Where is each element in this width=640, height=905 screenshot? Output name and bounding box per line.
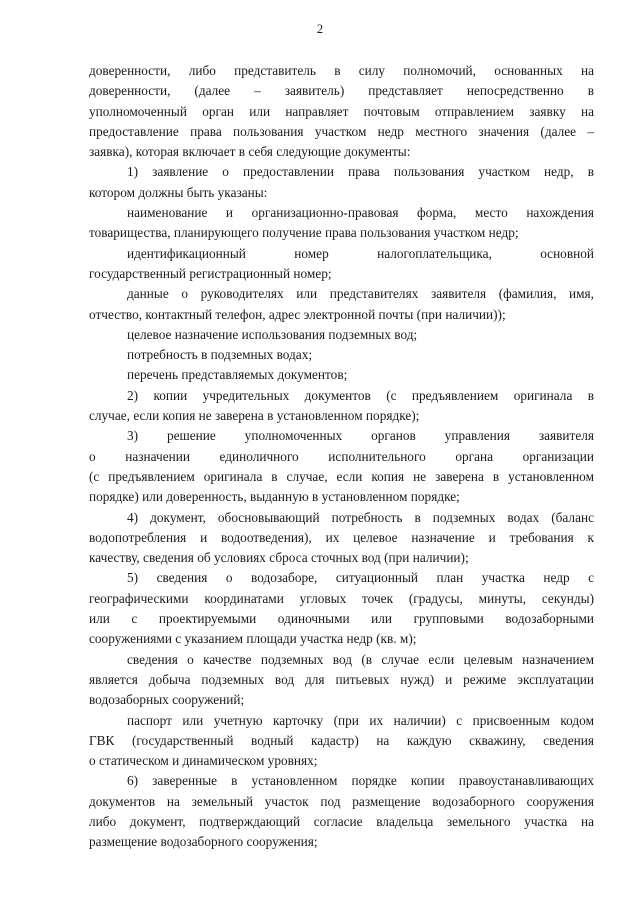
text-line: 4) документ, обосновывающий потребность в подземных водах (баланс	[127, 509, 594, 525]
text-line: о назначении единоличного исполнительного органа организации	[89, 448, 594, 464]
paragraph	[89, 711, 594, 772]
text-line: государственный регистрационный номер;	[89, 265, 332, 281]
paragraph	[89, 61, 594, 162]
text-line: географическими координатами угловых точек (градусы, минуты, секунды)	[89, 590, 594, 606]
text-line: (с предъявлением оригинала в случае, если копия не заверена в установленном	[89, 468, 594, 484]
text-line: уполномоченный орган или направляет почтовым отправлением заявку на	[89, 103, 594, 119]
paragraph	[89, 568, 594, 649]
paragraph	[89, 508, 594, 569]
paragraph	[89, 325, 594, 345]
text-line: заявка), которая включает в себя следующие документы:	[89, 144, 411, 160]
text-line: товарищества, планирующего получение права пользования участком недр;	[89, 225, 519, 241]
text-line: наименование и организационно-правовая форма, место нахождения	[127, 205, 594, 221]
text-line: либо документ, подтверждающий согласие владельца земельного участка на	[89, 813, 594, 829]
text-line: 2) копии учредительных документов (с предъявлением оригинала в	[127, 387, 594, 403]
text-line: 5) сведения о водозаборе, ситуационный план участка недр с	[127, 570, 594, 586]
text-line: предоставление права пользования участком недр местного значения (далее –	[89, 123, 594, 139]
text-line: доверенности, (далее – заявитель) представляет непосредственно в	[89, 83, 594, 99]
paragraph	[89, 365, 594, 385]
text-line: о статическом и динамическом уровнях;	[89, 753, 318, 769]
document-body	[89, 61, 594, 853]
paragraph	[89, 771, 594, 852]
text-line: отчество, контактный телефон, адрес электронной почты (при наличии));	[89, 306, 506, 322]
text-line: водопотребления и водоотведения), их целевое назначение и требования к	[89, 529, 594, 545]
page-number: 2	[316, 22, 324, 36]
text-line: 1) заявление о предоставлении права пользования участком недр, в	[127, 164, 594, 180]
text-line: водозаборных сооружений;	[89, 692, 245, 708]
text-line: размещение водозаборного сооружения;	[89, 834, 318, 850]
text-line: сооружениями с указанием площади участка недр (кв. м);	[89, 631, 417, 647]
text-line: целевое назначение использования подземных вод;	[127, 326, 418, 342]
paragraph	[89, 650, 594, 711]
paragraph	[89, 345, 594, 365]
text-line: котором должны быть указаны:	[89, 184, 268, 200]
text-line: случае, если копия не заверена в установленном порядке);	[89, 408, 420, 424]
text-line: является добыча подземных вод для питьевых нужд) и режиме эксплуатации	[89, 671, 594, 687]
paragraph	[89, 203, 594, 244]
paragraph	[89, 426, 594, 507]
text-line: документов на земельный участок под размещение водозаборного сооружения	[89, 793, 594, 809]
text-line: порядке) или доверенность, выданную в установленном порядке;	[89, 489, 460, 505]
paragraph	[89, 244, 594, 285]
text-line: идентификационный номер налогоплательщика, основной	[127, 245, 594, 261]
text-line: или с проектируемыми одиночными или групповыми водозаборными	[89, 611, 594, 627]
text-line: сведения о качестве подземных вод (в случае если целевым назначением	[127, 651, 594, 667]
text-line: 6) заверенные в установленном порядке копии правоустанавливающих	[127, 773, 594, 789]
paragraph	[89, 284, 594, 325]
text-line: качеству, сведения об условиях сброса сточных вод (при наличии);	[89, 550, 469, 566]
paragraph	[89, 386, 594, 427]
text-line: перечень представляемых документов;	[127, 367, 348, 383]
text-line: 3) решение уполномоченных органов управления заявителя	[127, 428, 594, 444]
text-line: паспорт или учетную карточку (при их наличии) с присвоенным кодом	[127, 712, 594, 728]
paragraph	[89, 162, 594, 203]
text-line: ГВК (государственный водный кадастр) на каждую скважину, сведения	[89, 732, 594, 748]
text-line: потребность в подземных водах;	[127, 347, 313, 363]
text-line: доверенности, либо представитель в силу полномочий, основанных на	[89, 63, 594, 78]
text-line: данные о руководителях или представителях заявителя (фамилия, имя,	[127, 286, 594, 302]
